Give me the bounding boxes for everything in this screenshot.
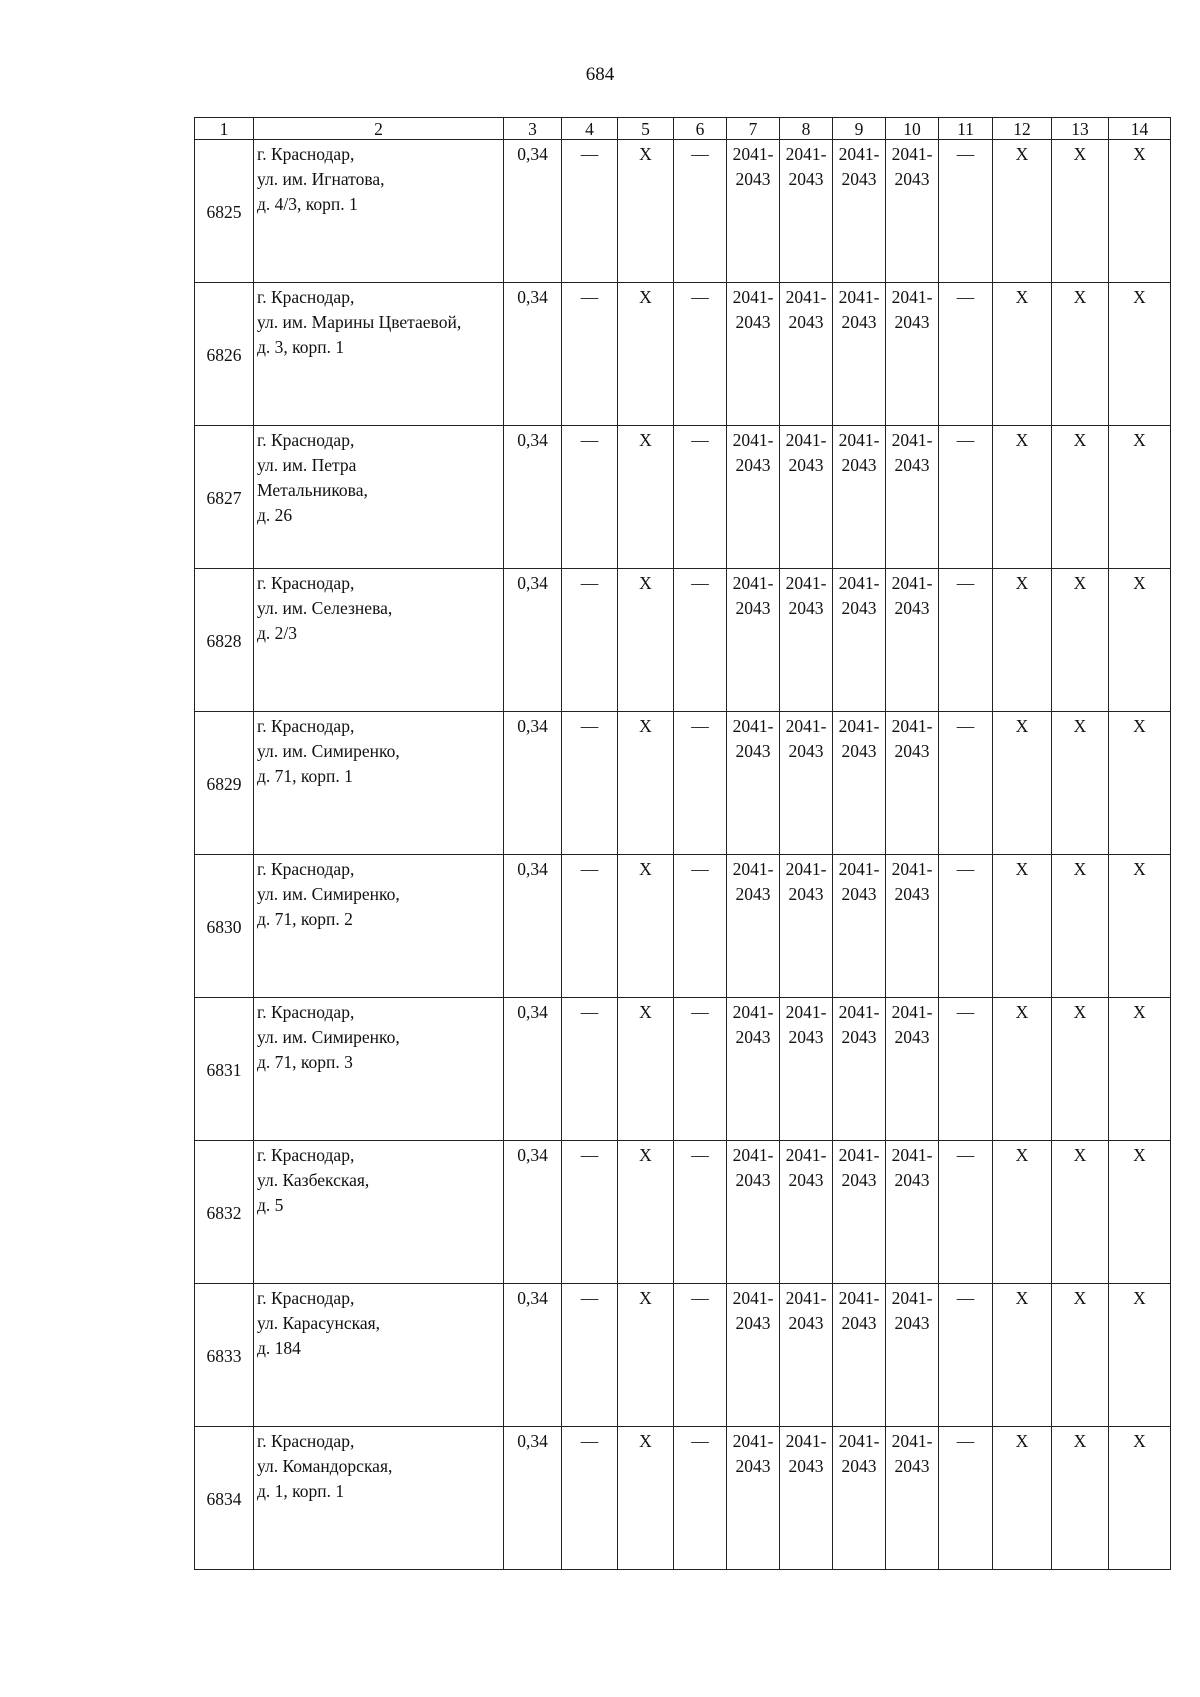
mark-cell: Х (993, 1141, 1052, 1284)
address-line: ул. Казбекская, (257, 1170, 370, 1190)
mark-cell: Х (993, 998, 1052, 1141)
period-cell: 2041-2043 (833, 855, 886, 998)
record-number-cell: 6831 (195, 998, 254, 1141)
column-number-header-row (195, 118, 1171, 140)
mark-cell: Х (1109, 1284, 1171, 1427)
mark-cell: Х (618, 855, 674, 998)
period-cell: 2041-2043 (780, 1427, 833, 1570)
period-cell: 2041-2043 (727, 1141, 780, 1284)
value-cell: 0,34 (504, 855, 562, 998)
page-number: 684 (585, 64, 615, 85)
column-header: 1 (195, 118, 254, 140)
period-cell: 2041-2043 (727, 140, 780, 283)
column-header: 10 (886, 118, 939, 140)
address-line: Метальникова, (257, 480, 368, 500)
value-cell: 0,34 (504, 712, 562, 855)
value-cell: 0,34 (504, 998, 562, 1141)
mark-cell: Х (1109, 712, 1171, 855)
period-cell: 2041-2043 (886, 140, 939, 283)
address-cell (254, 1284, 504, 1427)
address-line: д. 71, корп. 2 (257, 909, 353, 929)
table-row (195, 855, 1171, 998)
record-number-cell: 6827 (195, 426, 254, 569)
table-row (195, 1141, 1171, 1284)
mark-cell: Х (1109, 998, 1171, 1141)
period-cell: 2041-2043 (727, 998, 780, 1141)
mark-cell: Х (993, 283, 1052, 426)
dash-cell: — (562, 712, 618, 855)
period-cell: 2041-2043 (727, 283, 780, 426)
address-line: г. Краснодар, (257, 287, 355, 307)
period-cell: 2041-2043 (727, 1427, 780, 1570)
mark-cell: Х (618, 1284, 674, 1427)
period-cell: 2041-2043 (886, 1141, 939, 1284)
period-cell: 2041-2043 (780, 569, 833, 712)
value-cell: 0,34 (504, 569, 562, 712)
dash-cell: — (674, 426, 727, 569)
dash-cell: — (674, 1284, 727, 1427)
mark-cell: Х (618, 998, 674, 1141)
mark-cell: Х (1109, 569, 1171, 712)
dash-cell: — (939, 283, 993, 426)
address-line: г. Краснодар, (257, 1288, 355, 1308)
address-line: ул. им. Селезнева, (257, 598, 393, 618)
period-cell: 2041-2043 (780, 998, 833, 1141)
record-number-cell: 6828 (195, 569, 254, 712)
address-line: ул. им. Марины Цветаевой, (257, 312, 462, 332)
address-line: ул. им. Игнатова, (257, 169, 385, 189)
dash-cell: — (562, 1427, 618, 1570)
address-line: д. 71, корп. 3 (257, 1052, 353, 1072)
mark-cell: Х (618, 1141, 674, 1284)
column-header: 13 (1052, 118, 1109, 140)
address-line: ул. Карасунская, (257, 1313, 381, 1333)
column-header: 9 (833, 118, 886, 140)
address-line: д. 1, корп. 1 (257, 1481, 345, 1501)
address-cell (254, 855, 504, 998)
period-cell: 2041-2043 (727, 569, 780, 712)
record-number-cell: 6830 (195, 855, 254, 998)
address-line: д. 3, корп. 1 (257, 337, 345, 357)
dash-cell: — (562, 998, 618, 1141)
address-line: д. 26 (257, 505, 293, 525)
mark-cell: Х (1052, 140, 1109, 283)
mark-cell: Х (618, 140, 674, 283)
column-header: 5 (618, 118, 674, 140)
mark-cell: Х (993, 1284, 1052, 1427)
address-line: ул. Командорская, (257, 1456, 393, 1476)
period-cell: 2041-2043 (727, 1284, 780, 1427)
mark-cell: Х (1109, 426, 1171, 569)
period-cell: 2041-2043 (780, 140, 833, 283)
dash-cell: — (939, 855, 993, 998)
dash-cell: — (562, 569, 618, 712)
mark-cell: Х (618, 283, 674, 426)
mark-cell: Х (618, 1427, 674, 1570)
dash-cell: — (674, 1427, 727, 1570)
value-cell: 0,34 (504, 140, 562, 283)
table-row (195, 569, 1171, 712)
column-header: 7 (727, 118, 780, 140)
column-header: 11 (939, 118, 993, 140)
address-line: г. Краснодар, (257, 144, 355, 164)
mark-cell: Х (618, 426, 674, 569)
dash-cell: — (562, 140, 618, 283)
period-cell: 2041-2043 (780, 712, 833, 855)
record-number-cell: 6826 (195, 283, 254, 426)
value-cell: 0,34 (504, 426, 562, 569)
table-row (195, 140, 1171, 283)
dash-cell: — (939, 1427, 993, 1570)
mark-cell: Х (1052, 712, 1109, 855)
period-cell: 2041-2043 (780, 855, 833, 998)
dash-cell: — (562, 855, 618, 998)
period-cell: 2041-2043 (727, 426, 780, 569)
period-cell: 2041-2043 (833, 140, 886, 283)
mark-cell: Х (1052, 569, 1109, 712)
mark-cell: Х (1109, 1427, 1171, 1570)
mark-cell: Х (993, 140, 1052, 283)
period-cell: 2041-2043 (780, 1284, 833, 1427)
column-header: 14 (1109, 118, 1171, 140)
mark-cell: Х (1052, 283, 1109, 426)
address-line: г. Краснодар, (257, 716, 355, 736)
mark-cell: Х (993, 855, 1052, 998)
column-header: 8 (780, 118, 833, 140)
period-cell: 2041-2043 (886, 712, 939, 855)
mark-cell: Х (1109, 283, 1171, 426)
dash-cell: — (674, 283, 727, 426)
period-cell: 2041-2043 (886, 998, 939, 1141)
record-number-cell: 6834 (195, 1427, 254, 1570)
column-header: 6 (674, 118, 727, 140)
dash-cell: — (939, 998, 993, 1141)
table-row (195, 1284, 1171, 1427)
mark-cell: Х (1052, 1141, 1109, 1284)
address-cell (254, 998, 504, 1141)
dash-cell: — (562, 1284, 618, 1427)
address-line: ул. им. Петра (257, 455, 357, 475)
address-cell (254, 712, 504, 855)
mark-cell: Х (993, 1427, 1052, 1570)
dash-cell: — (674, 1141, 727, 1284)
address-cell (254, 283, 504, 426)
address-line: г. Краснодар, (257, 1002, 355, 1022)
period-cell: 2041-2043 (833, 569, 886, 712)
column-header: 12 (993, 118, 1052, 140)
dash-cell: — (562, 1141, 618, 1284)
value-cell: 0,34 (504, 1284, 562, 1427)
address-line: г. Краснодар, (257, 1431, 355, 1451)
address-line: ул. им. Симиренко, (257, 1027, 400, 1047)
period-cell: 2041-2043 (886, 855, 939, 998)
dash-cell: — (939, 426, 993, 569)
dash-cell: — (674, 855, 727, 998)
dash-cell: — (939, 569, 993, 712)
period-cell: 2041-2043 (886, 569, 939, 712)
mark-cell: Х (1052, 1427, 1109, 1570)
dash-cell: — (674, 712, 727, 855)
period-cell: 2041-2043 (886, 283, 939, 426)
column-header: 2 (254, 118, 504, 140)
period-cell: 2041-2043 (833, 283, 886, 426)
period-cell: 2041-2043 (833, 1141, 886, 1284)
table-row (195, 283, 1171, 426)
mark-cell: Х (1052, 855, 1109, 998)
record-number-cell: 6825 (195, 140, 254, 283)
column-header: 3 (504, 118, 562, 140)
mark-cell: Х (993, 426, 1052, 569)
record-number-cell: 6829 (195, 712, 254, 855)
mark-cell: Х (1109, 855, 1171, 998)
record-number-cell: 6833 (195, 1284, 254, 1427)
period-cell: 2041-2043 (727, 855, 780, 998)
mark-cell: Х (618, 712, 674, 855)
dash-cell: — (562, 283, 618, 426)
period-cell: 2041-2043 (727, 712, 780, 855)
table-row (195, 712, 1171, 855)
dash-cell: — (562, 426, 618, 569)
address-line: г. Краснодар, (257, 573, 355, 593)
address-line: д. 184 (257, 1338, 301, 1358)
address-line: д. 71, корп. 1 (257, 766, 353, 786)
dash-cell: — (939, 1141, 993, 1284)
period-cell: 2041-2043 (886, 1427, 939, 1570)
period-cell: 2041-2043 (833, 1427, 886, 1570)
value-cell: 0,34 (504, 283, 562, 426)
period-cell: 2041-2043 (833, 998, 886, 1141)
address-line: д. 5 (257, 1195, 284, 1215)
address-line: ул. им. Симиренко, (257, 741, 400, 761)
value-cell: 0,34 (504, 1141, 562, 1284)
period-cell: 2041-2043 (780, 1141, 833, 1284)
table-row (195, 1427, 1171, 1570)
address-line: ул. им. Симиренко, (257, 884, 400, 904)
housing-registry-table (194, 117, 1171, 1570)
period-cell: 2041-2043 (780, 426, 833, 569)
period-cell: 2041-2043 (886, 1284, 939, 1427)
address-line: д. 4/3, корп. 1 (257, 194, 358, 214)
period-cell: 2041-2043 (833, 426, 886, 569)
value-cell: 0,34 (504, 1427, 562, 1570)
address-line: г. Краснодар, (257, 430, 355, 450)
mark-cell: Х (993, 712, 1052, 855)
period-cell: 2041-2043 (886, 426, 939, 569)
mark-cell: Х (1052, 1284, 1109, 1427)
address-line: д. 2/3 (257, 623, 298, 643)
period-cell: 2041-2043 (833, 1284, 886, 1427)
dash-cell: — (674, 569, 727, 712)
dash-cell: — (939, 140, 993, 283)
address-cell (254, 140, 504, 283)
mark-cell: Х (1109, 140, 1171, 283)
period-cell: 2041-2043 (833, 712, 886, 855)
dash-cell: — (939, 712, 993, 855)
dash-cell: — (674, 140, 727, 283)
address-line: г. Краснодар, (257, 859, 355, 879)
dash-cell: — (674, 998, 727, 1141)
address-cell (254, 569, 504, 712)
mark-cell: Х (1109, 1141, 1171, 1284)
table-row (195, 426, 1171, 569)
mark-cell: Х (1052, 998, 1109, 1141)
address-cell (254, 1141, 504, 1284)
address-cell (254, 426, 504, 569)
dash-cell: — (939, 1284, 993, 1427)
period-cell: 2041-2043 (780, 283, 833, 426)
address-line: г. Краснодар, (257, 1145, 355, 1165)
mark-cell: Х (618, 569, 674, 712)
column-header: 4 (562, 118, 618, 140)
record-number-cell: 6832 (195, 1141, 254, 1284)
table-row (195, 998, 1171, 1141)
address-cell (254, 1427, 504, 1570)
mark-cell: Х (1052, 426, 1109, 569)
mark-cell: Х (993, 569, 1052, 712)
